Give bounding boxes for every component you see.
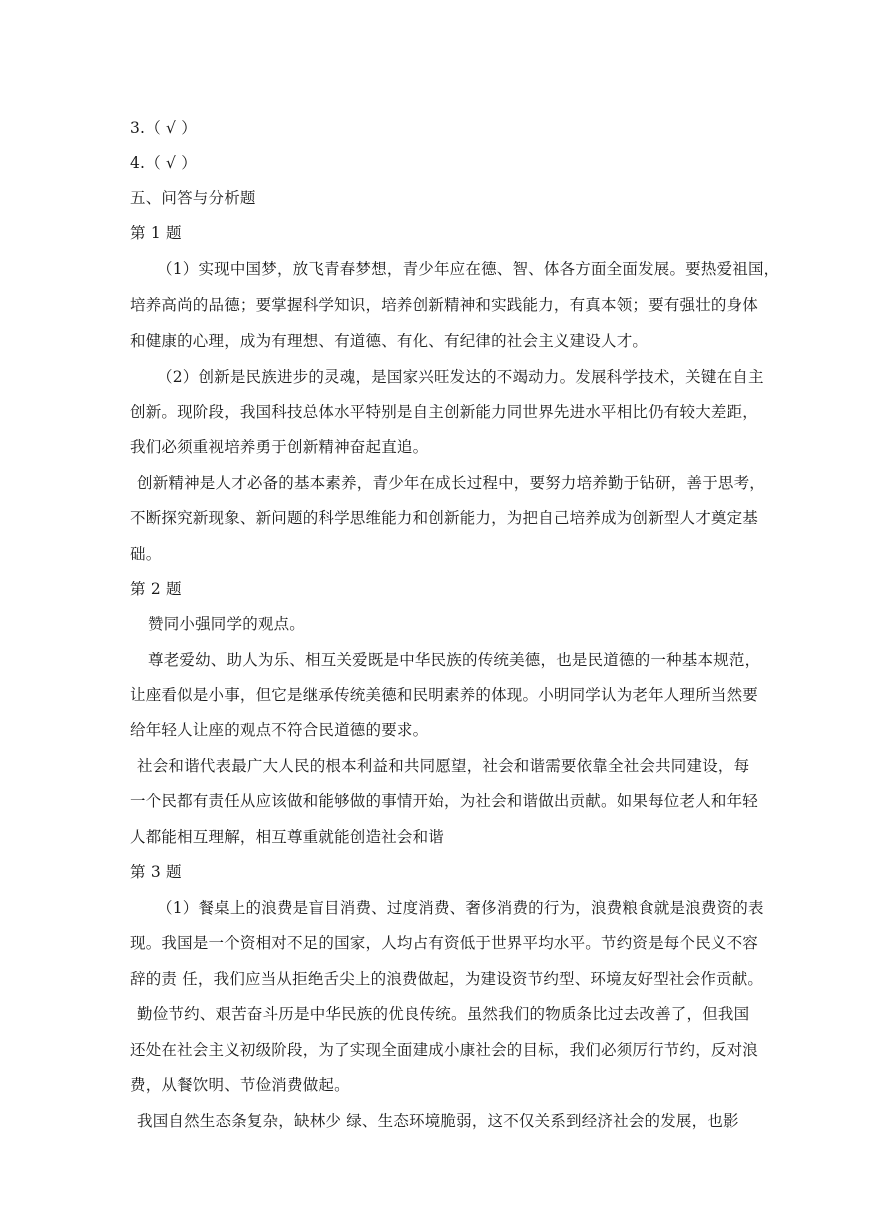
section-title: 五、问答与分析题 xyxy=(130,189,256,207)
q3-answer-1-line: 辞的责 任，我们应当从拒绝舌尖上的浪费做起，为建设资节约型、环境友好型社会作贡献。 xyxy=(130,970,764,988)
q1-paragraph-line: 不断探究新现象、新问题的科学思维能力和创新能力，为把自己培养成为创新型人才奠定基 xyxy=(130,509,759,527)
q1-answer-1-line: 培养高尚的品德；要掌握科学知识，培养创新精神和实践能力，有真本领；要有强壮的身体 xyxy=(130,296,759,314)
q3-paragraph-line: 我国自然生态条复杂，缺林少 绿、生态环境脆弱，这不仅关系到经济社会的发展，也影 xyxy=(137,1112,739,1130)
q3-paragraph-line: 勤俭节约、艰苦奋斗历是中华民族的优良传统。虽然我们的物质条比过去改善了，但我国 xyxy=(137,1005,750,1023)
q2-paragraph-line: 社会和谐代表最广大人民的根本利益和共同愿望，社会和谐需要依靠全社会共同建设，每 xyxy=(137,757,750,775)
q1-answer-2-line: 创新。现阶段，我国科技总体水平特别是自主创新能力同世界先进水平相比仍有较大差距， xyxy=(130,403,759,421)
question-3-title: 第 3 题 xyxy=(130,863,182,881)
q2-paragraph-line: 让座看似是小事，但它是继承传统美德和民明素养的体现。小明同学认为老年人理所当然要 xyxy=(130,686,759,704)
q1-paragraph-line: 础。 xyxy=(130,545,162,563)
q3-answer-1-line: （1）餐桌上的浪费是盲目消费、过度消费、奢侈消费的行为，浪费粮食就是浪费资的表 xyxy=(157,899,764,917)
q1-answer-1-line: （1）实现中国梦，放飞青春梦想，青少年应在德、智、体各方面全面发展。要热爱祖国， xyxy=(157,260,780,278)
q3-paragraph-line: 费，从餐饮明、节俭消费做起。 xyxy=(130,1076,350,1094)
q2-paragraph-line: 尊老爱幼、助人为乐、相互关爱既是中华民族的传统美德，也是民道德的一种基本规范， xyxy=(148,651,761,669)
q3-answer-1-line: 现。我国是一个资相对不足的国家，人均占有资低于世界平均水平。节约资是每个民义不容 xyxy=(130,934,759,952)
answer-4: 4.（ √ ） xyxy=(130,154,197,172)
q3-paragraph-line: 还处在社会主义初级阶段，为了实现全面建成小康社会的目标，我们必须厉行节约，反对浪 xyxy=(130,1041,759,1059)
q1-answer-2-line: 我们必须重视培养勇于创新精神奋起直追。 xyxy=(130,438,429,456)
question-1-title: 第 1 题 xyxy=(130,224,182,242)
q2-paragraph-line: 人都能相互理解，相互尊重就能创造社会和谐 xyxy=(130,828,445,846)
answer-3: 3.（ √ ） xyxy=(130,119,197,137)
q2-stance: 赞同小强同学的观点。 xyxy=(148,615,306,633)
q2-paragraph-line: 一个民都有责任从应该做和能够做的事情开始，为社会和谐做出贡献。如果每位老人和年轻 xyxy=(130,792,759,810)
q1-answer-2-line: （2）创新是民族进步的灵魂，是国家兴旺发达的不竭动力。发展科学技术，关键在自主 xyxy=(157,368,764,386)
q1-paragraph-line: 创新精神是人才必备的基本素养，青少年在成长过程中，要努力培养勤于钻研，善于思考， xyxy=(137,474,766,492)
q2-paragraph-line: 给年轻人让座的观点不符合民道德的要求。 xyxy=(130,721,429,739)
q1-answer-1-line: 和健康的心理，成为有理想、有道德、有化、有纪律的社会主义建设人才。 xyxy=(130,332,649,350)
question-2-title: 第 2 题 xyxy=(130,580,182,598)
